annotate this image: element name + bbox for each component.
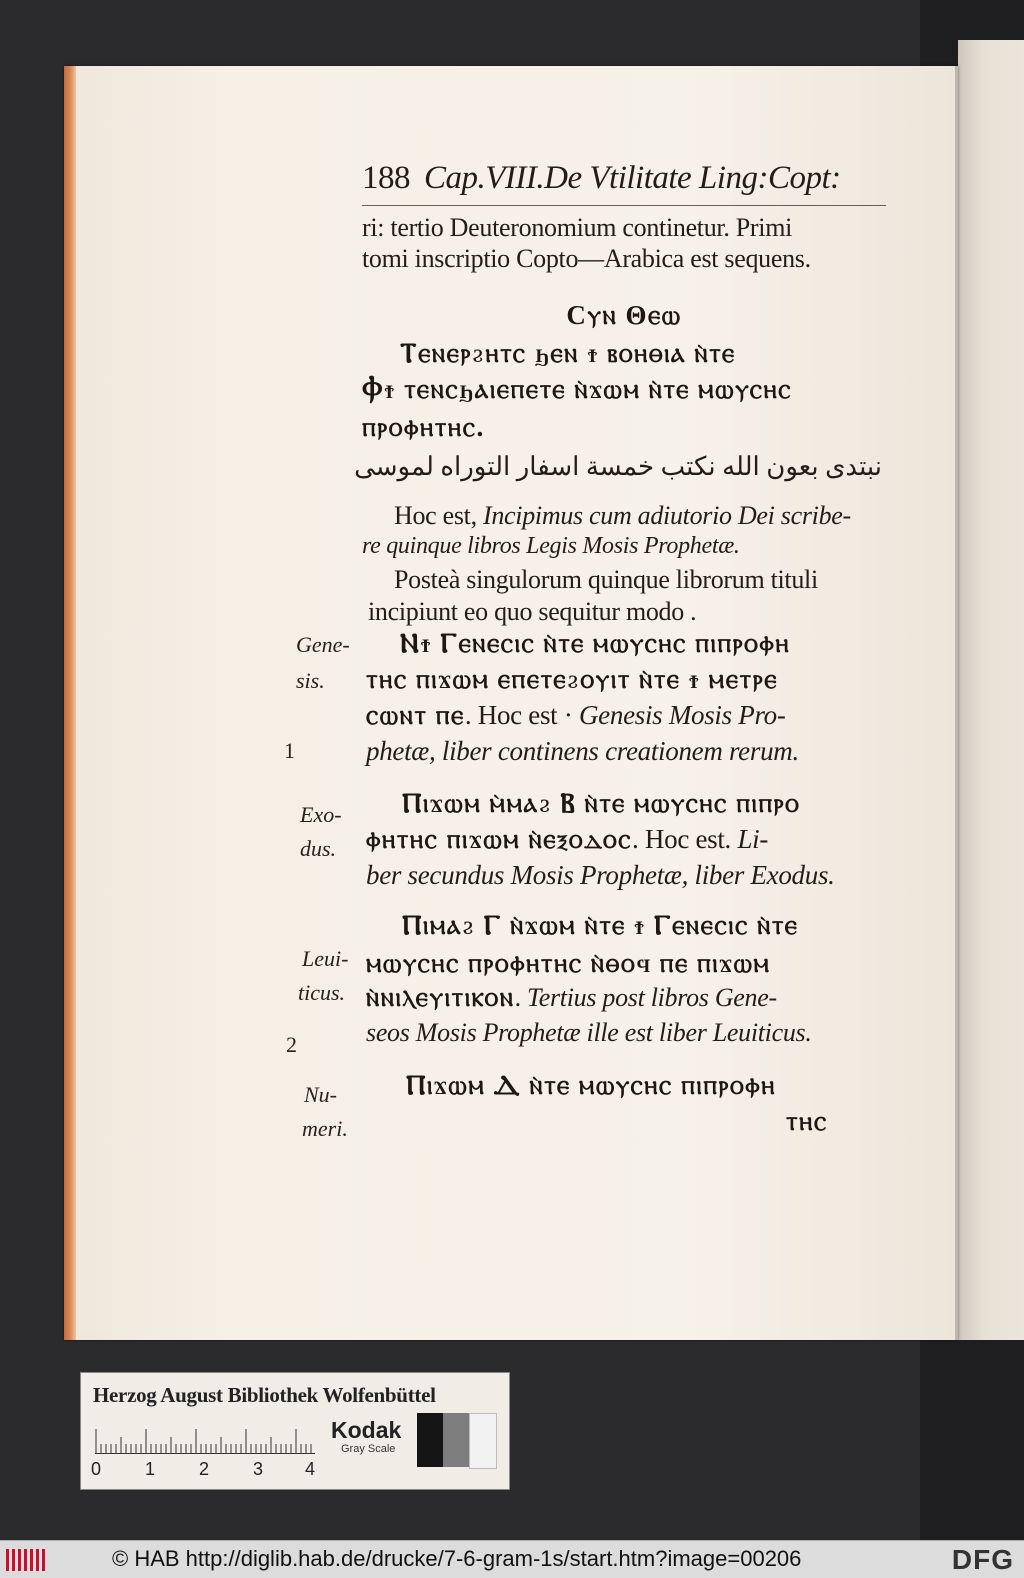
ruler-number-2: 2 (199, 1459, 210, 1479)
running-title: Cap.VIII.De Vtilitate Ling:Copt: (424, 160, 841, 196)
genesis-line3-coptic: ⲥⲱⲛⲧ ⲡⲉ (366, 700, 465, 730)
translation-italic: Incipimus cum adiutorio Dei scribe- (483, 501, 851, 530)
swatch-gray (443, 1413, 469, 1467)
genesis-line-4: phetæ, liber continens creationem rerum. (366, 736, 799, 766)
leviticus-line3-latin: . (514, 983, 527, 1012)
coptic-line-1: Ⲧⲉⲛⲉⲣϩⲏⲧⲥ ϧⲉⲛ ϯ ⲃⲟⲏⲑⲓⲁ ⲛ̀ⲧⲉ (400, 338, 736, 368)
margin-leviticus-2: ticus. (298, 980, 346, 1005)
ruler-number-3: 3 (253, 1459, 264, 1479)
margin-leviticus-1: Leui- (302, 946, 349, 971)
intro-line-1: ri: tertio Deuteronomium continetur. Primi (362, 213, 793, 242)
barcode-icon (6, 1549, 46, 1571)
adjacent-page-edge (958, 40, 1024, 1340)
margin-genesis-2: sis. (296, 668, 325, 693)
kodak-subtitle: Gray Scale (341, 1443, 396, 1455)
coptic-line-2: Ⲫϯ ⲧⲉⲛⲥϧⲁⲓⲉⲡⲉⲧⲉ ⲛ̀ϫⲱⲙ ⲛ̀ⲧⲉ ⲙⲱⲩⲥⲏⲥ (362, 374, 793, 404)
genesis-line3-latin: . Hoc est · (464, 700, 573, 730)
leviticus-line3-italic: Tertius post libros Gene- (526, 983, 777, 1012)
margin-numeri-1: Nu- (304, 1082, 337, 1107)
exodus-line2-italic: Li- (737, 824, 769, 854)
arabic-line: نبتدى بعون الله نكتب خمسة اسفار التوراه لموسى (354, 452, 882, 481)
margin-numeri-2: meri. (302, 1116, 348, 1141)
translation-line-2: re quinque libros Legis Mosis Prophetæ. (362, 533, 740, 559)
ruler-number-1: 1 (145, 1459, 156, 1479)
leviticus-coptic-1: Ⲡⲓⲙⲁϩ Ⲅ ⲛ̀ϫⲱⲙ ⲛ̀ⲧⲉ ϯ Ⲅⲉⲛⲉⲥⲓⲥ ⲛ̀ⲧⲉ (402, 910, 799, 940)
ruler-scale (95, 1429, 315, 1454)
translation-prefix: Hoc est, (394, 501, 483, 530)
ruler-ticks (95, 1429, 315, 1453)
leviticus-line-4: seos Mosis Prophetæ ille est liber Leuiticus. (366, 1018, 812, 1047)
leviticus-coptic-2: ⲙⲱⲩⲥⲏⲥ ⲡⲣⲟⲫⲏⲧⲏⲥ ⲛ̀ⲑⲟϥ ⲡⲉ ⲡⲓϫⲱⲙ (366, 948, 771, 978)
footer-bar (0, 1540, 1024, 1578)
genesis-line3-italic: Genesis Mosis Pro- (578, 700, 786, 730)
page-edge-stain (64, 66, 76, 1340)
coptic-line-3: ⲡⲣⲟⲫⲏⲧⲏⲥ. (362, 412, 485, 442)
exodus-line-2 (366, 824, 768, 855)
ruler-number-0: 0 (91, 1459, 102, 1479)
ruler-number-4: 4 (305, 1459, 316, 1479)
header-rule (362, 205, 886, 206)
margin-exodus-2: dus. (300, 836, 337, 861)
exodus-line2-latin: . Hoc est. (632, 824, 738, 854)
genesis-coptic-2: ⲧⲏⲥ ⲡⲓϫⲱⲙ ⲉⲡⲉⲧⲉϩⲟⲩⲓⲧ ⲛ̀ⲧⲉ ϯ ⲙⲉⲧⲣⲉ (366, 664, 779, 694)
footer-copyright[interactable]: © HAB http://diglib.hab.de/drucke/7-6-gram-1s/start.htm?image=00206 (112, 1546, 802, 1571)
leviticus-line-3 (366, 982, 777, 1013)
numeri-coptic-2: ⲧⲏⲥ (786, 1106, 828, 1136)
page-number: 188 (362, 160, 410, 196)
swatch-white (469, 1413, 497, 1469)
margin-number-2: 2 (286, 1032, 297, 1057)
dfg-logo: DFG (951, 1544, 1014, 1575)
genesis-line-3 (366, 700, 786, 731)
exodus-line-3: ber secundus Mosis Prophetæ, liber Exodus. (366, 860, 835, 890)
swatch-black (417, 1413, 443, 1467)
color-calibration-card (80, 1372, 510, 1490)
gutter-shadow (955, 66, 958, 1340)
postea-line-1: Posteà singulorum quinque librorum tituli (394, 565, 818, 594)
margin-genesis-1: Gene- (296, 632, 350, 657)
intro-line-2: tomi inscriptio Copto—Arabica est sequens. (362, 244, 811, 273)
running-header (362, 160, 841, 197)
genesis-coptic-1: Ⲛϯ Ⲅⲉⲛⲉⲥⲓⲥ ⲛ̀ⲧⲉ ⲙⲱⲩⲥⲏⲥ ⲡⲓⲡⲣⲟⲫⲏ (400, 628, 791, 658)
exodus-line2-coptic: ⲫⲏⲧⲏⲥ ⲡⲓϫⲱⲙ ⲛ̀ⲉⲝⲟⲇⲟⲥ (366, 824, 633, 854)
margin-number-1: 1 (284, 738, 295, 763)
numeri-coptic-1: Ⲡⲓϫⲱⲙ Ⲇ ⲛ̀ⲧⲉ ⲙⲱⲩⲥⲏⲥ ⲡⲓⲡⲣⲟⲫⲏ (406, 1070, 776, 1100)
margin-exodus-1: Exo- (300, 802, 342, 827)
kodak-logo: Kodak (331, 1417, 402, 1443)
exodus-coptic-1: Ⲡⲓϫⲱⲙ ⲙ̀ⲙⲁϩ Ⲃ ⲛ̀ⲧⲉ ⲙⲱⲩⲥⲏⲥ ⲡⲓⲡⲣⲟ (402, 788, 801, 818)
leviticus-line3-coptic: ⲛ̀ⲛⲓⲗⲉⲩⲓⲧⲓⲕⲟⲛ (366, 982, 515, 1012)
card-title: Herzog August Bibliothek Wolfenbüttel (93, 1383, 436, 1407)
translation-line-1 (394, 501, 851, 531)
coptic-heading: Cⲩⲛ Θⲉⲱ (566, 300, 682, 330)
postea-line-2: incipiunt eo quo sequitur modo . (368, 597, 697, 626)
